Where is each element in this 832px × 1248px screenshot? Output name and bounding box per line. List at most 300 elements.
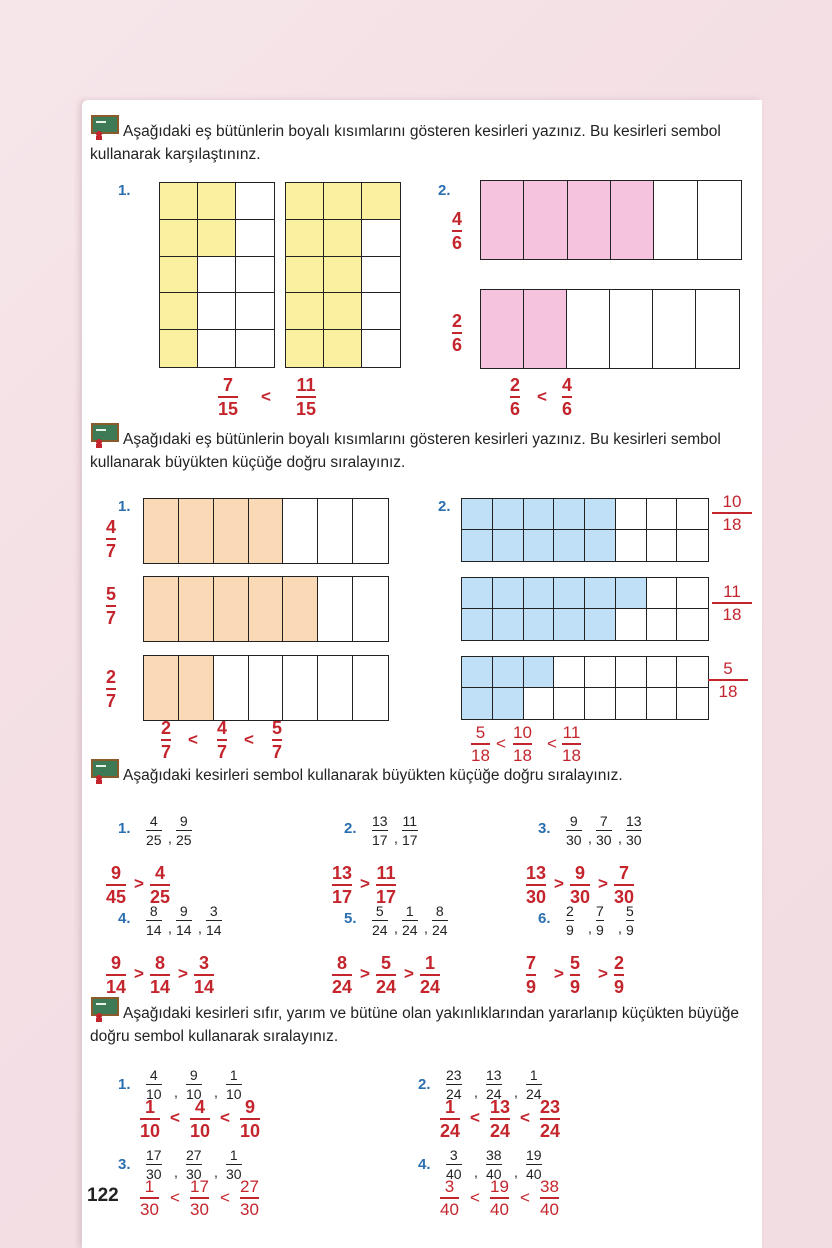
s1-grid-a [159,182,275,368]
grid-cell [647,499,678,530]
s4-answer-frac [440,1178,459,1218]
grid-cell [567,290,610,368]
numerator: 8 [337,953,348,973]
grid-cell [554,609,585,640]
s2p1-ans-3 [272,719,282,761]
numerator: 5 [626,903,634,919]
grid-cell [616,688,647,719]
section2-instruction [90,422,760,474]
s1-problem1-number: 1. [118,182,131,199]
numerator: 13 [526,863,547,883]
s3-question-frac [372,814,388,847]
numerator: 9 [569,813,578,829]
numerator: 7 [526,953,537,973]
numerator: 8 [155,953,166,973]
comma-separator: , [214,1164,218,1180]
grid-cell [462,609,493,640]
numerator: 1 [425,953,436,973]
s2-grid-a1 [143,498,389,564]
denominator: 18 [562,746,581,765]
s3-item-number: 1. [118,820,131,837]
s2p2-row3-label [708,660,748,700]
s3-answer-frac [150,864,170,906]
s3-item-number: 2. [344,820,357,837]
denominator: 30 [146,1166,162,1182]
numerator: 10 [513,723,532,742]
s1-problem2-number: 2. [438,182,451,199]
grid-cell [677,499,708,530]
s1p2-label-bottom [452,312,462,354]
grid-cell [160,183,198,220]
numerator: 3 [199,953,210,973]
s2p1-row3-label [106,668,116,710]
numerator: 13 [626,813,642,829]
numerator: 23 [540,1097,561,1117]
grid-cell [654,181,697,259]
s3-answer-frac [526,954,536,996]
denominator: 30 [526,887,547,907]
s3-answer-frac [570,864,590,906]
s3-question-frac [176,904,192,937]
s1p2-frac-a [510,376,520,418]
grid-cell [647,688,678,719]
s4-answer-frac [240,1098,260,1140]
s3-answer-frac [526,864,546,906]
numerator: 2 [106,667,117,687]
numerator: 10 [722,492,742,511]
grid-cell [524,181,567,259]
section4-instruction [90,996,760,1048]
chalkboard-teacher-icon [90,114,120,140]
numerator: 4 [562,375,573,395]
s3-question-frac [596,814,612,847]
denominator: 40 [486,1166,502,1182]
s3-item-number: 4. [118,910,131,927]
numerator: 3 [449,1147,458,1163]
grid-cell [524,499,555,530]
denominator: 10 [240,1121,261,1141]
denominator: 18 [722,605,742,624]
s1p1-operator: < [261,387,271,406]
s4-answer-frac [240,1178,259,1218]
denominator: 6 [452,335,463,355]
s4-answer-frac [140,1178,159,1218]
numerator: 7 [599,813,608,829]
grid-cell [585,499,616,530]
s4-answer-frac [190,1178,209,1218]
grid-cell [236,257,274,294]
grid-cell [318,577,353,641]
numerator: 38 [540,1177,559,1196]
denominator: 18 [718,682,738,701]
s4-answer-operator: < [470,1188,480,1207]
s3-answer-operator: > [554,964,564,983]
denominator: 30 [596,832,612,848]
numerator: 9 [111,953,122,973]
page-number: 122 [87,1185,119,1206]
denominator: 17 [376,887,397,907]
denominator: 9 [526,977,537,997]
s2-problem2-number: 2. [438,498,451,515]
numerator: 4 [452,209,463,229]
grid-cell [198,293,236,330]
grid-cell [493,530,524,561]
comma-separator: , [588,920,592,936]
s1-grid-d [480,289,740,369]
grid-cell [493,578,524,609]
grid-cell [362,183,400,220]
grid-cell [160,257,198,294]
grid-cell [585,688,616,719]
grid-cell [462,530,493,561]
numerator: 4 [155,863,166,883]
numerator: 27 [186,1147,202,1163]
numerator: 23 [446,1067,462,1083]
s4-answer-frac [190,1098,210,1140]
s1p2-operator: < [537,387,547,406]
worksheet-page [82,100,762,1248]
grid-cell [324,183,362,220]
s3-item-number: 6. [538,910,551,927]
denominator: 45 [106,887,127,907]
denominator: 10 [190,1121,211,1141]
grid-cell [554,578,585,609]
section1-instruction [90,114,760,166]
grid-cell [144,656,179,720]
numerator: 3 [209,903,218,919]
s4-item-number: 4. [418,1156,431,1173]
grid-cell [286,257,324,294]
numerator: 2 [161,718,172,738]
grid-cell [362,257,400,294]
numerator: 11 [376,863,396,883]
numerator: 2 [510,375,521,395]
numerator: 5 [475,723,486,742]
grid-cell [353,656,388,720]
grid-cell [286,330,324,367]
numerator: 4 [217,718,228,738]
s3-question-frac [626,904,634,937]
section3-instruction [90,758,760,787]
denominator: 25 [150,887,171,907]
s3-question-frac [566,814,582,847]
numerator: 13 [486,1067,502,1083]
grid-cell [524,290,567,368]
denominator: 30 [240,1200,259,1219]
denominator: 10 [146,1086,162,1102]
comma-separator: , [514,1084,518,1100]
s3-question-frac [372,904,388,937]
numerator: 5 [570,953,581,973]
grid-cell [353,499,388,563]
denominator: 24 [432,922,448,938]
numerator: 13 [372,813,388,829]
denominator: 30 [190,1200,209,1219]
chalkboard-teacher-icon [90,996,120,1022]
grid-cell [616,609,647,640]
grid-cell [324,293,362,330]
denominator: 24 [440,1121,461,1141]
grid-cell [318,499,353,563]
grid-cell [677,609,708,640]
s2p1-ans-2 [217,719,227,761]
numerator: 1 [144,1177,155,1196]
s2p1-row1-label [106,518,116,560]
s2-grid-b1 [461,498,709,562]
s4-question-frac [226,1068,242,1101]
denominator: 18 [513,746,532,765]
grid-cell [554,530,585,561]
denominator: 9 [614,977,625,997]
s1-grid-c [480,180,742,260]
comma-separator: , [394,830,398,846]
s3-answer-operator: > [360,874,370,893]
s4-answer-operator: < [220,1108,230,1127]
s2p1-row2-label [106,585,116,627]
grid-cell [493,609,524,640]
grid-cell [236,330,274,367]
s2p1-ans-1 [161,719,171,761]
s4-answer-operator: < [470,1108,480,1127]
s3-answer-frac [332,954,352,996]
s1p1-frac-a [218,376,238,418]
s2p2-row2-label [712,583,752,623]
comma-separator: , [168,830,172,846]
grid-cell [610,290,653,368]
grid-cell [524,578,555,609]
grid-cell [236,220,274,257]
grid-cell [493,657,524,688]
comma-separator: , [198,920,202,936]
denominator: 30 [570,887,591,907]
s3-question-frac [626,814,642,847]
s1-grid-b [285,182,401,368]
grid-cell [214,577,249,641]
denominator: 24 [372,922,388,938]
grid-cell [677,530,708,561]
denominator: 7 [106,541,117,561]
comma-separator: , [424,920,428,936]
numerator: 4 [149,813,158,829]
grid-cell [524,688,555,719]
numerator: 17 [190,1177,209,1196]
s4-answer-operator: < [520,1188,530,1207]
denominator: 10 [226,1086,242,1102]
grid-cell [616,578,647,609]
s3-answer-operator: > [598,874,608,893]
denominator: 24 [332,977,353,997]
numerator: 4 [149,1067,158,1083]
s3-answer-frac [332,864,352,906]
denominator: 7 [106,608,117,628]
denominator: 7 [161,742,172,762]
grid-cell [462,578,493,609]
numerator: 1 [405,903,414,919]
denominator: 30 [186,1166,202,1182]
numerator: 13 [332,863,353,883]
grid-cell [160,220,198,257]
grid-cell [698,181,741,259]
s3-answer-frac [570,954,580,996]
denominator: 30 [566,832,582,848]
s3-answer-operator: > [404,964,414,983]
s3-answer-operator: > [554,874,564,893]
denominator: 18 [722,515,742,534]
grid-cell [554,657,585,688]
s2-problem1-number: 1. [118,498,131,515]
numerator: 5 [375,903,384,919]
s3-answer-frac [614,864,634,906]
numerator: 9 [575,863,586,883]
section1-instruction-text: Aşağıdaki eş bütünlerin boyalı kısımlarını gösteren kesirleri yazınız. Bu kesirleri sembol kullanarak karşılaştınınz. [90,123,721,163]
numerator: 19 [526,1147,542,1163]
grid-cell [493,499,524,530]
s3-answer-frac [106,864,126,906]
numerator: 7 [596,903,604,919]
grid-cell [236,183,274,220]
denominator: 14 [206,922,222,938]
grid-cell [493,688,524,719]
numerator: 11 [562,723,581,742]
denominator: 24 [486,1086,502,1102]
s4-answer-frac [440,1098,460,1140]
grid-cell [198,330,236,367]
numerator: 9 [111,863,122,883]
grid-cell [554,688,585,719]
denominator: 40 [490,1200,509,1219]
denominator: 7 [217,742,228,762]
s3-answer-operator: > [134,874,144,893]
grid-cell [462,657,493,688]
chalkboard-teacher-icon [90,758,120,784]
s4-answer-frac [540,1178,559,1218]
grid-cell [481,181,524,259]
grid-cell [144,577,179,641]
s3-question-frac [206,904,222,937]
comma-separator: , [174,1164,178,1180]
s3-answer-frac [420,954,440,996]
s1p1-frac-b [296,376,316,418]
s1p2-label-top [452,210,462,252]
denominator: 24 [446,1086,462,1102]
s3-question-frac [146,814,162,847]
s3-question-frac [146,904,162,937]
s4-answer-frac [490,1178,509,1218]
s4-answer-frac [490,1098,510,1140]
comma-separator: , [214,1084,218,1100]
s4-answer-frac [140,1098,160,1140]
section3-instruction-text: Aşağıdaki kesirleri sembol kullanarak büyükten küçüğe doğru sıralayınız. [123,767,623,784]
numerator: 1 [145,1097,156,1117]
grid-cell [198,257,236,294]
grid-cell [283,499,318,563]
grid-cell [616,657,647,688]
grid-cell [585,530,616,561]
s3-answer-frac [106,954,126,996]
grid-cell [647,530,678,561]
comma-separator: , [394,920,398,936]
denominator: 24 [402,922,418,938]
grid-cell [524,609,555,640]
numerator: 2 [614,953,625,973]
numerator: 4 [106,517,117,537]
s3-question-frac [176,814,192,847]
grid-cell [214,656,249,720]
numerator: 17 [146,1147,162,1163]
comma-separator: , [474,1164,478,1180]
grid-cell [324,257,362,294]
denominator: 40 [526,1166,542,1182]
comma-separator: , [168,920,172,936]
chalkboard-teacher-icon [90,422,120,448]
grid-cell [286,183,324,220]
s4-answer-operator: < [520,1108,530,1127]
numerator: 5 [723,659,733,678]
s4-item-number: 1. [118,1076,131,1093]
numerator: 5 [272,718,283,738]
denominator: 24 [490,1121,511,1141]
denominator: 30 [226,1166,242,1182]
numerator: 7 [619,863,630,883]
numerator: 7 [223,375,234,395]
s2-grid-a3 [143,655,389,721]
grid-cell [462,499,493,530]
grid-cell [353,577,388,641]
denominator: 17 [402,832,418,848]
numerator: 9 [179,903,188,919]
s3-answer-operator: > [598,964,608,983]
s3-answer-operator: > [360,964,370,983]
comma-separator: , [474,1084,478,1100]
s3-answer-operator: > [178,964,188,983]
grid-cell [198,220,236,257]
grid-cell [236,293,274,330]
s3-answer-frac [194,954,214,996]
s3-answer-frac [150,954,170,996]
grid-cell [214,499,249,563]
numerator: 9 [189,1067,198,1083]
grid-cell [324,330,362,367]
comma-separator: , [514,1164,518,1180]
grid-cell [611,181,654,259]
s3-question-frac [596,904,604,937]
s3-answer-frac [376,864,396,906]
s3-question-frac [432,904,448,937]
s2p2-op-1: < [496,734,506,753]
s2p2-op-2: < [547,734,557,753]
grid-cell [653,290,696,368]
comma-separator: , [588,830,592,846]
denominator: 25 [176,832,192,848]
grid-cell [647,657,678,688]
numerator: 4 [195,1097,206,1117]
s4-answer-frac [540,1098,560,1140]
grid-cell [249,656,284,720]
s3-question-frac [402,814,418,847]
grid-cell [696,290,739,368]
denominator: 24 [526,1086,542,1102]
numerator: 5 [106,584,117,604]
denominator: 25 [146,832,162,848]
grid-cell [585,578,616,609]
grid-cell [524,657,555,688]
numerator: 11 [402,813,418,829]
grid-cell [286,293,324,330]
numerator: 9 [179,813,188,829]
numerator: 27 [240,1177,259,1196]
denominator: 40 [540,1200,559,1219]
denominator: 14 [150,977,171,997]
